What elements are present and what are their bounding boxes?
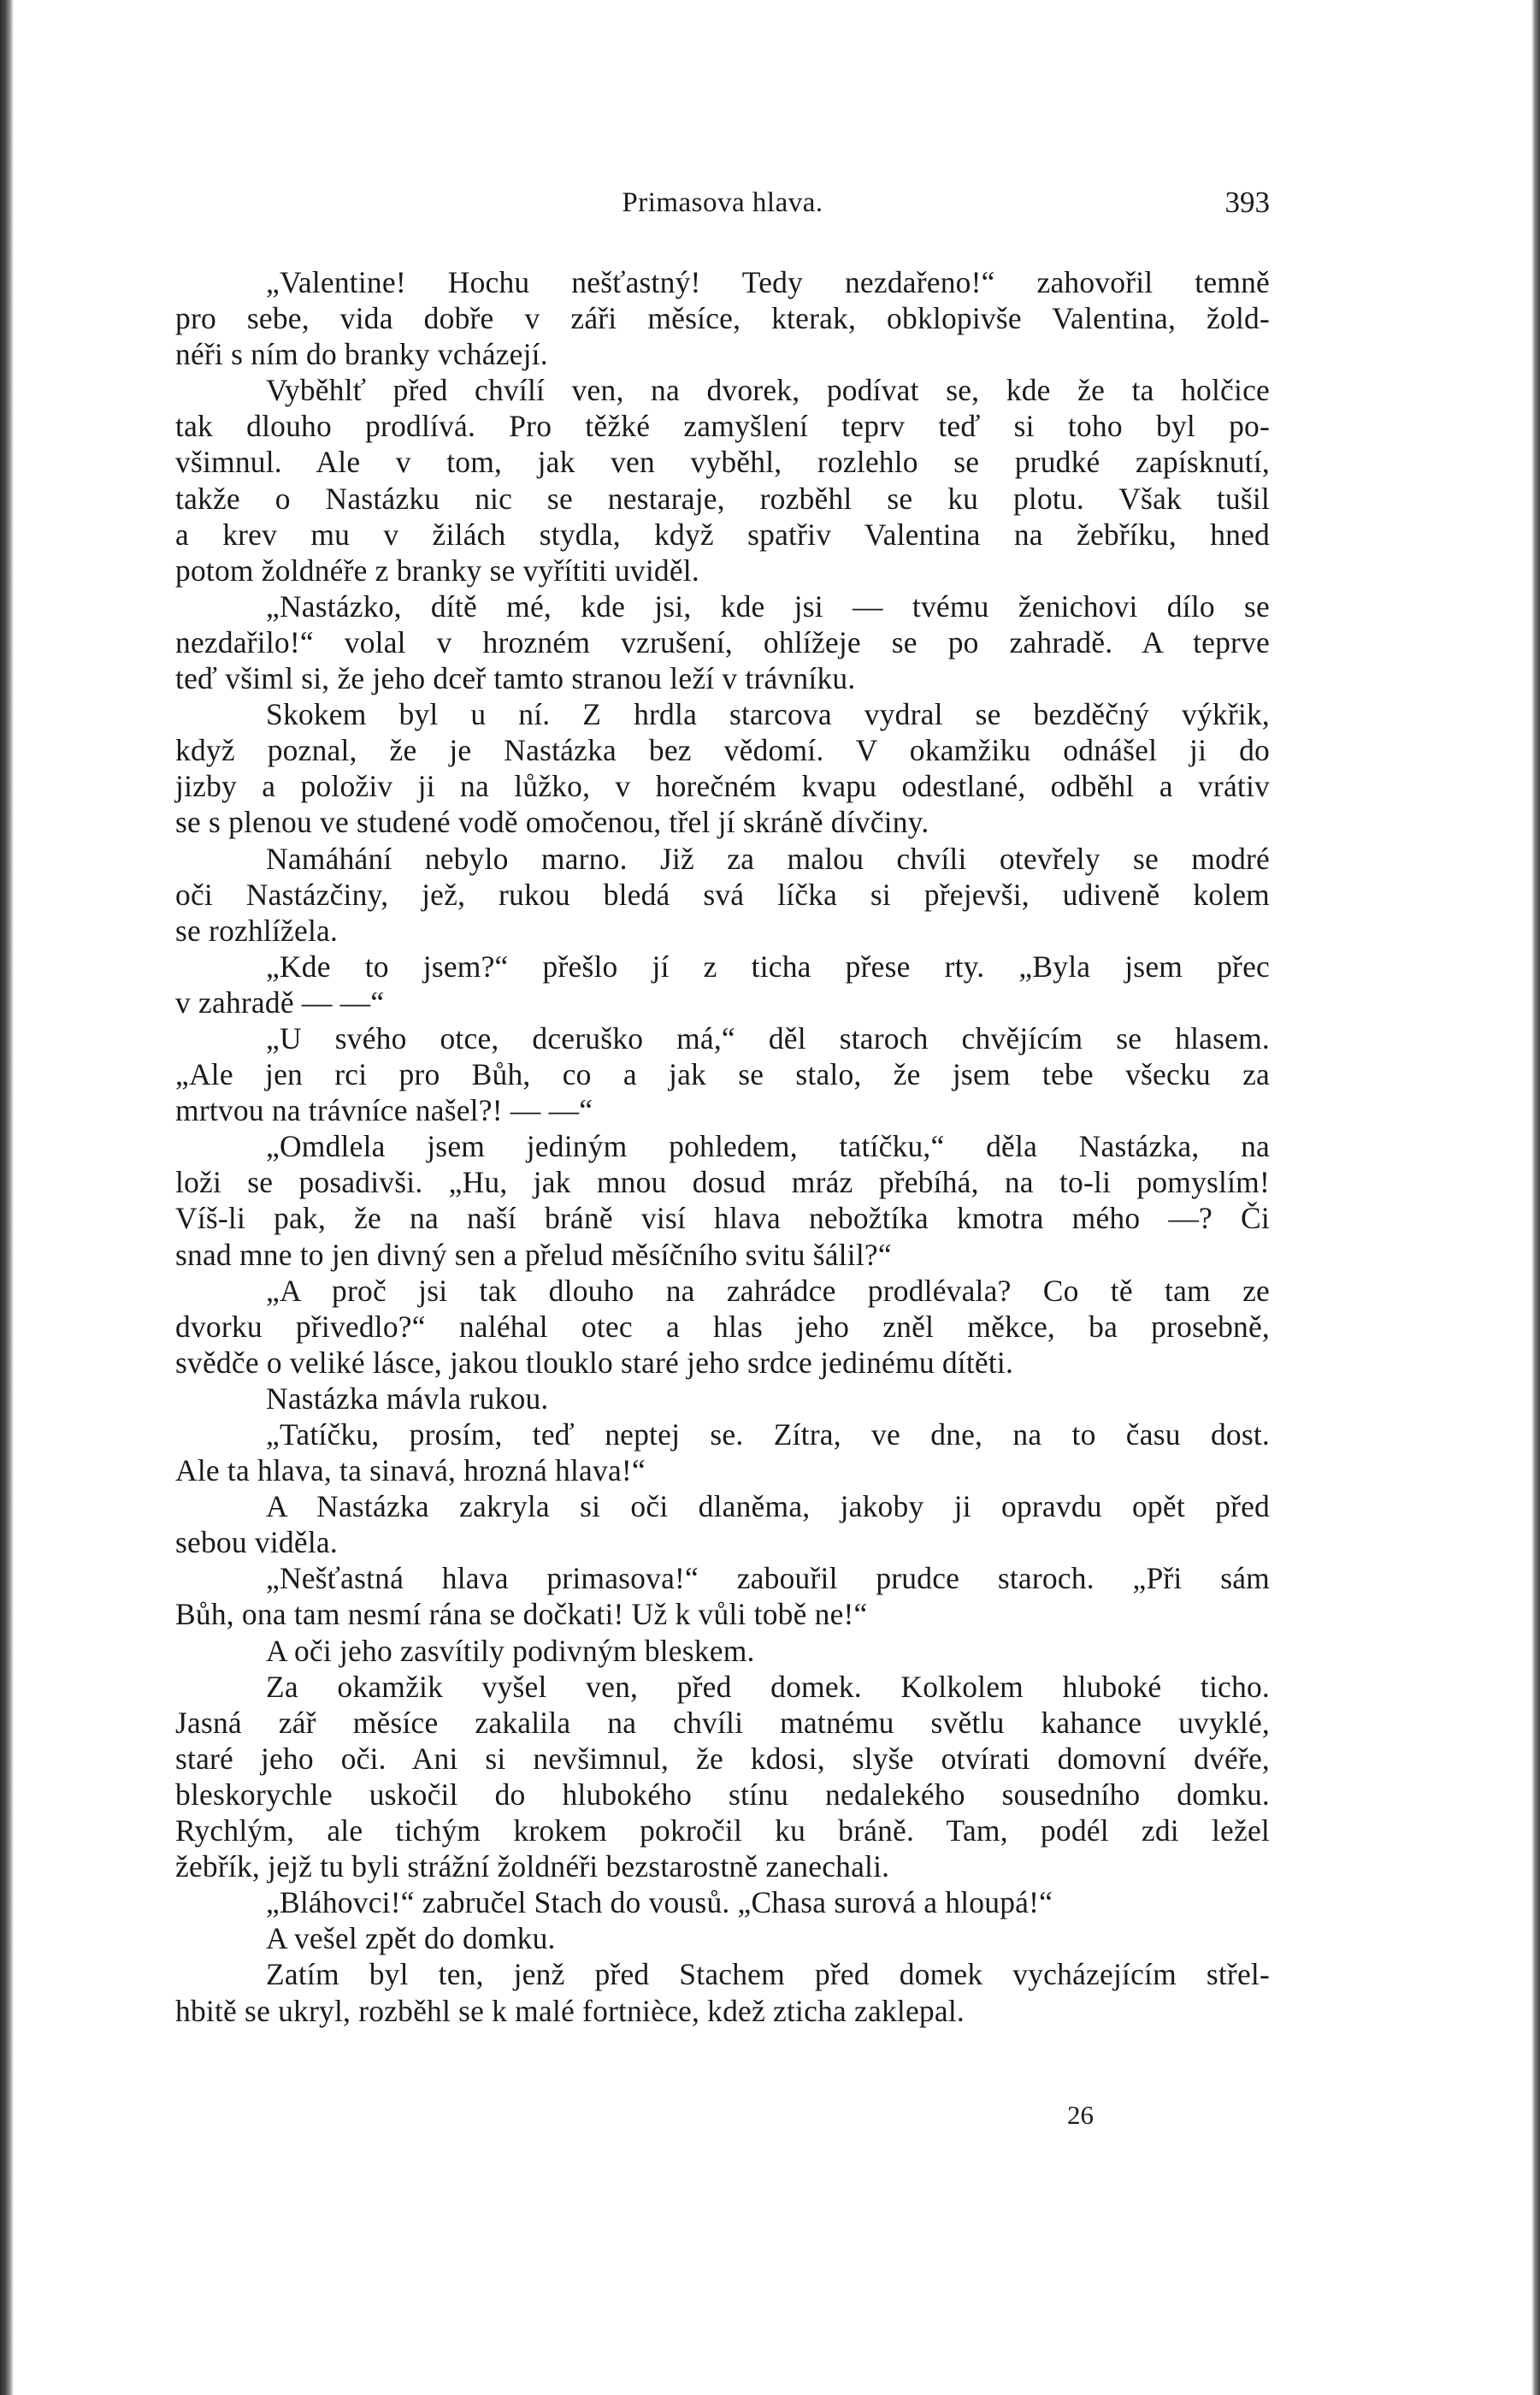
text-line: A vešel zpět do domku. [266,1921,556,1956]
text-line: žebřík, jejž tu byli strážní žoldnéři bezstarostně zanechali. [175,1849,890,1884]
text-line: potom žoldnéře z branky se vyřítiti uviděl. [175,553,699,588]
text-line: „Bláhovci!“ zabručel Stach do vousů. „Chasa surová a hloupá!“ [266,1885,1053,1920]
text-line: „Kde to jsem?“ přešlo jí z ticha přese rty. „Byla jsem přec [266,949,1270,984]
scan-edge-left [0,0,14,2395]
text-line: tak dlouho prodlívá. Pro těžké zamyšlení teprv teď si toho byl po- [175,409,1270,444]
text-line: „Nastázko, dítě mé, kde jsi, kde jsi — tvému ženichovi dílo se [266,588,1270,624]
text-line: Skokem byl u ní. Z hrdla starcova vydral se bezděčný výkřik, [266,697,1270,732]
text-line: Bůh, ona tam nesmí rána se dočkati! Už k vůli tobě ne!“ [175,1597,868,1632]
text-line: Jasná zář měsíce zakalila na chvíli matnému světlu kahance uvyklé, [175,1705,1270,1740]
body-text [175,264,1270,2029]
page-number: 393 [1224,186,1270,219]
text-line: a krev mu v žilách stydla, když spatřiv Valentina na žebříku, hned [175,517,1270,552]
signature-mark: 26 [1067,2100,1094,2130]
text-line: jizby a položiv ji na lůžko, v horečném kvapu odestlané, odběhl a vrátiv [175,769,1270,804]
text-line: svědče o veliké lásce, jakou tlouklo staré jeho srdce jedinému dítěti. [175,1345,1014,1380]
text-line: když poznal, že je Nastázka bez vědomí. V okamžiku odnášel ji do [175,733,1270,768]
text-line: „Tatíčku, prosím, teď neptej se. Zítra, ve dne, na to času dost. [266,1417,1270,1452]
text-line: hbitě se ukryl, rozběhl se k malé fortnièce, kdež zticha zaklepal. [175,1993,965,2028]
text-line: se s plenou ve studené vodě omočenou, třel jí skráně dívčiny. [175,805,929,840]
text-line: „Valentine! Hochu nešťastný! Tedy nezdařeno!“ zahovořil temně [266,265,1270,299]
text-line: teď všiml si, že jeho dceř tamto stranou leží v trávníku. [175,661,856,696]
text-line: sebou viděla. [175,1525,338,1560]
text-line: néři s ním do branky vcházejí. [175,337,548,372]
scan-edge-right [1531,0,1540,2395]
text-line: Zatím byl ten, jenž před Stachem před domek vycházejícím střel- [266,1957,1270,1992]
text-line: Ale ta hlava, ta sinavá, hrozná hlava!“ [175,1453,646,1488]
text-line: Namáhání nebylo marno. Již za malou chvíli otevřely se modré [266,841,1270,876]
text-line: Vyběhlť před chvílí ven, na dvorek, podívat se, kde že ta holčice [266,373,1270,408]
text-line: „A proč jsi tak dlouho na zahrádce prodlévala? Co tě tam ze [266,1273,1270,1308]
text-line: oči Nastázčiny, jež, rukou bledá svá líčka si přejevši, udiveně kolem [175,877,1270,912]
text-line: mrtvou na trávníce našel?! — —“ [175,1093,593,1128]
text-line: „Ale jen rci pro Bůh, co a jak se stalo, že jsem tebe všecku za [175,1057,1270,1092]
text-line: nezdařilo!“ volal v hrozném vzrušení, ohlížeje se po zahradě. A teprve [175,624,1270,659]
text-line: v zahradě — —“ [175,985,385,1020]
text-line: „U svého otce, dceruško má,“ děl staroch chvějícím se hlasem. [266,1020,1270,1056]
text-line: Rychlým, ale tichým krokem pokročil ku bráně. Tam, podél zdi ležel [175,1813,1270,1848]
text-line: A oči jeho zasvítily podivným bleskem. [266,1633,755,1668]
text-line: se rozhlížela. [175,913,339,948]
text-line: bleskorychle uskočil do hlubokého stínu nedalekého sousedního domku. [175,1777,1270,1812]
page-header [175,181,1270,224]
text-line: „Omdlela jsem jediným pohledem, tatíčku,“ děla Nastázka, na [266,1129,1270,1164]
text-line: loži se posadivši. „Hu, jak mnou dosud mráz přebíhá, na to-li pomyslím! [175,1165,1270,1200]
text-line: pro sebe, vida dobře v záři měsíce, kterak, obklopivše Valentina, žold- [175,301,1270,336]
text-line: Víš-li pak, že na naší bráně visí hlava nebožtíka kmotra mého —? Či [175,1201,1270,1236]
text-line: Za okamžik vyšel ven, před domek. Kolkolem hluboké ticho. [266,1669,1270,1704]
running-title: Primasova hlava. [622,187,823,218]
text-line: A Nastázka zakryla si oči dlaněma, jakoby ji opravdu opět před [266,1489,1270,1524]
text-line: „Nešťastná hlava primasova!“ zabouřil prudce staroch. „Při sám [266,1561,1270,1596]
text-line: staré jeho oči. Ani si nevšimnul, že kdosi, slyše otvírati domovní dvéře, [175,1741,1270,1776]
text-line: takže o Nastázku nic se nestaraje, rozběhl se ku plotu. Však tušil [175,481,1270,516]
text-line: snad mne to jen divný sen a přelud měsíčního svitu šálil?“ [175,1237,892,1272]
text-line: všimnul. Ale v tom, jak ven vyběhl, rozlehlo se prudké zapísknutí, [175,445,1270,480]
text-line: dvorku přivedlo?“ naléhal otec a hlas jeho zněl měkce, ba prosebně, [175,1309,1270,1344]
text-line: Nastázka mávla rukou. [266,1381,549,1416]
